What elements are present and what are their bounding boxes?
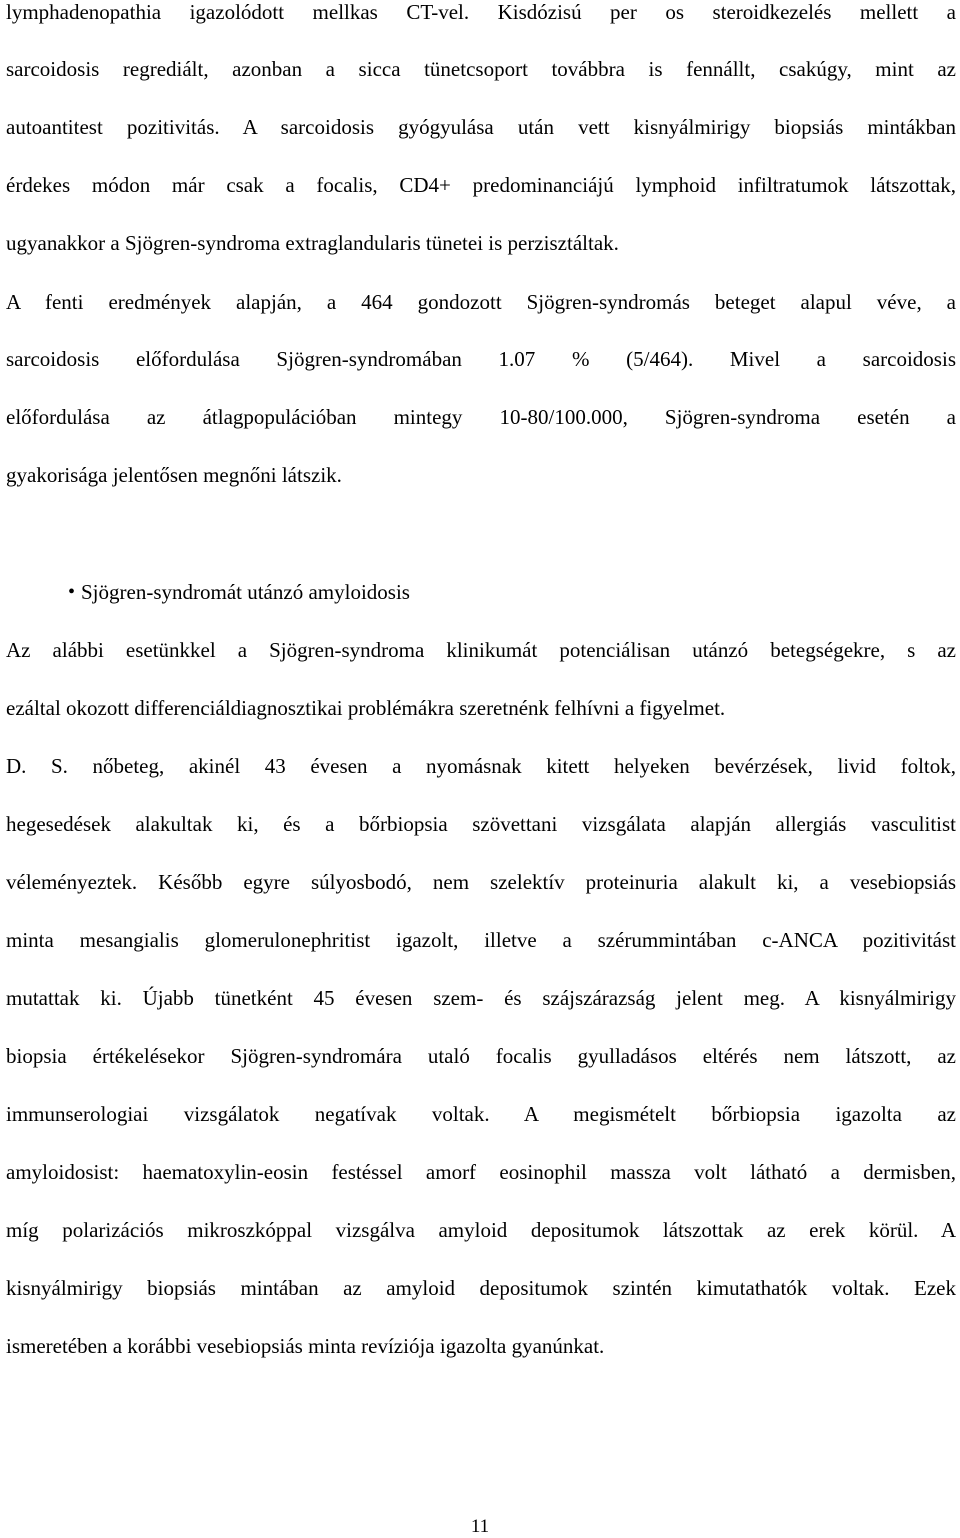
text-line: kisnyálmirigy biopsiás mintában az amyloid depositumok szintén kimutathatók voltak. Ezek [6, 1276, 956, 1300]
text-line: míg polarizációs mikroszkóppal vizsgálva amyloid depositumok látszottak az erek körül. A [6, 1218, 956, 1242]
bullet-icon: • [68, 581, 76, 603]
text-line: érdekes módon már csak a focalis, CD4+ predominanciájú lymphoid infiltratumok látszottak, [6, 173, 956, 197]
text-line: sarcoidosis előfordulása Sjögren-syndromában 1.07 % (5/464). Mivel a sarcoidosis [6, 347, 956, 371]
text-line: mutattak ki. Újabb tünetként 45 évesen szem- és szájszárazság jelent meg. A kisnyálmirigy [6, 986, 956, 1010]
text-line: ezáltal okozott differenciáldiagnosztikai problémákra szeretnénk felhívni a figyelmet. [6, 696, 726, 720]
text-line: D. S. nőbeteg, akinél 43 évesen a nyomásnak kitett helyeken bevérzések, livid foltok, [6, 754, 956, 778]
text-line: autoantitest pozitivitás. A sarcoidosis gyógyulása után vett kisnyálmirigy biopsiás mintákban [6, 115, 956, 139]
text-line: A fenti eredmények alapján, a 464 gondozott Sjögren-syndromás beteget alapul véve, a [6, 290, 956, 314]
text-line: ugyanakkor a Sjögren-syndroma extraglandularis tünetei is perzisztáltak. [6, 231, 619, 255]
text-line: véleményeztek. Később egyre súlyosbodó, nem szelektív proteinuria alakult ki, a vesebiopsiás [6, 870, 956, 894]
text-line: hegesedések alakultak ki, és a bőrbiopsia szövettani vizsgálata alapján allergiás vasculitist [6, 812, 956, 836]
text-line: ismeretében a korábbi vesebiopsiás minta revíziója igazolta gyanúnkat. [6, 1334, 605, 1358]
text-line: amyloidosist: haematoxylin-eosin festéssel amorf eosinophil massza volt látható a dermisben, [6, 1160, 956, 1184]
text-line: biopsia értékelésekor Sjögren-syndromára utaló focalis gyulladásos eltérés nem látszott, az [6, 1044, 956, 1068]
text-line: Az alábbi esetünkkel a Sjögren-syndroma klinikumát potenciálisan utánzó betegségekre, s az [6, 638, 956, 662]
text-line: lymphadenopathia igazolódott mellkas CT-vel. Kisdózisú per os steroidkezelés mellett a [6, 0, 956, 24]
page-number: 11 [470, 1516, 490, 1537]
text-line: immunserologiai vizsgálatok negatívak voltak. A megismételt bőrbiopsia igazolta az [6, 1102, 956, 1126]
text-line: gyakorisága jelentősen megnőni látszik. [6, 463, 342, 487]
text-line: sarcoidosis regrediált, azonban a sicca tünetcsoport továbbra is fennállt, csakúgy, mint az [6, 57, 956, 81]
text-line: előfordulása az átlagpopulációban mintegy 10-80/100.000, Sjögren-syndroma esetén a [6, 405, 956, 429]
text-line: minta mesangialis glomerulonephritist igazolt, illetve a szérummintában c-ANCA pozitivitást [6, 928, 956, 952]
section-title: Sjögren-syndromát utánzó amyloidosis [81, 580, 410, 604]
